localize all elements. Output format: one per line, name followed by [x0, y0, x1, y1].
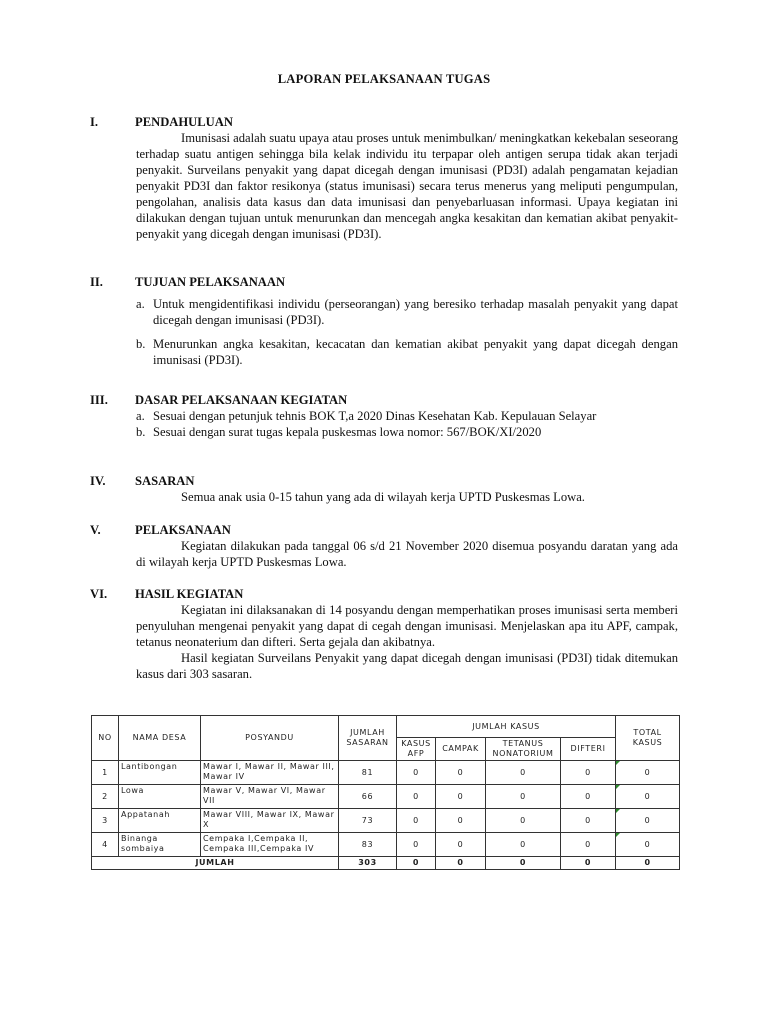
cell-afp: 0 [397, 761, 436, 785]
cell-jumlah-label: JUMLAH [92, 857, 339, 870]
header-posyandu: POSYANDU [201, 716, 339, 761]
cell-campak: 0 [436, 809, 486, 833]
section-paragraph: Imunisasi adalah suatu upaya atau proses untuk menimbulkan/ meningkatkan kekebalan seseorang terhadap suatu antigen sehingga bila kelak individu itu terpapar oleh antigen serupa tidak akan terjadi penyakit. Surveilans penyakit yang dapat dicegah dengan imunisasi (PD3I) adalah pengamatan kejadian penyakit PD3I dan faktor resikonya (status imunisasi) secara terus menerus yang meliputi pengumpulan, pengolahan, analisis data kasus dan data imunisasi dan penyebarluasan informasi. Upaya kegiatan ini dilakukan dengan tujuan untuk menurunkan dan mencegah angka kesakitan dan kematian akibat penyakit-penyakit yang dicegah dengan imunisasi (PD3I). [136, 131, 678, 241]
cell-total: 0 [616, 761, 680, 785]
cell-campak: 0 [436, 761, 486, 785]
cell-difteri: 0 [561, 785, 616, 809]
list-marker: a. [136, 409, 145, 423]
list-marker: a. [136, 297, 145, 311]
section-number: IV. [90, 474, 106, 488]
section-number: III. [90, 393, 108, 407]
cell-difteri: 0 [561, 857, 616, 870]
section-paragraph: Hasil kegiatan Surveilans Penyakit yang dapat dicegah dengan imunisasi (PD3I) tidak ditemukan kasus dari 303 sasaran. [136, 651, 678, 681]
list-marker: b. [136, 337, 146, 351]
header-sasaran: JUMLAH SASARAN [339, 716, 397, 761]
cell-desa: Lantibongan [119, 761, 201, 785]
section-paragraph: Kegiatan ini dilaksanakan di 14 posyandu dengan memperhatikan proses imunisasi serta memberi penyuluhan mengenai penyakit yang dapat di cegah dengan imunisasi. Menjelaskan apa itu APF, campak, tetanus neonaterium dan difteri. Serta gejala dan akibatnya. [136, 603, 678, 649]
cell-campak: 0 [436, 857, 486, 870]
cell-difteri: 0 [561, 809, 616, 833]
cell-no: 2 [92, 785, 119, 809]
document-title: LAPORAN PELAKSANAAN TUGAS [277, 72, 491, 86]
cell-total: 0 [616, 785, 680, 809]
section-heading: TUJUAN PELAKSANAAN [135, 275, 286, 289]
section-hasil [90, 586, 678, 682]
objective-list [136, 296, 678, 368]
cell-sasaran: 81 [339, 761, 397, 785]
section-heading: HASIL KEGIATAN [135, 587, 244, 601]
header-tetanus: TETANUS NONATORIUM [486, 738, 561, 761]
list-item [136, 336, 678, 368]
section-heading: DASAR PELAKSANAAN KEGIATAN [135, 393, 348, 407]
cell-sasaran: 66 [339, 785, 397, 809]
cell-tetanus: 0 [486, 833, 561, 857]
cell-sasaran: 83 [339, 833, 397, 857]
header-jumlah-kasus: JUMLAH KASUS [397, 716, 616, 738]
header-campak: CAMPAK [436, 738, 486, 761]
cell-campak: 0 [436, 833, 486, 857]
cell-posyandu: Cempaka I,Cempaka II, Cempaka III,Cempaka IV [201, 833, 339, 857]
cell-sasaran: 73 [339, 809, 397, 833]
section-dasar [90, 392, 678, 440]
cell-campak: 0 [436, 785, 486, 809]
section-heading: PENDAHULUAN [135, 115, 233, 129]
cell-no: 1 [92, 761, 119, 785]
list-marker: b. [136, 425, 146, 439]
section-paragraph: Semua anak usia 0-15 tahun yang ada di wilayah kerja UPTD Puskesmas Lowa. [181, 490, 585, 504]
list-item [136, 424, 678, 440]
section-heading: SASARAN [135, 474, 195, 488]
list-text: Sesuai dengan petunjuk tehnis BOK T,a 2020 Dinas Kesehatan Kab. Kepulauan Selayar [153, 409, 597, 423]
cell-desa: Lowa [119, 785, 201, 809]
section-pelaksanaan [90, 522, 678, 570]
section-sasaran [90, 473, 678, 505]
table-row [92, 833, 680, 857]
results-table [91, 715, 680, 870]
cell-afp: 0 [397, 833, 436, 857]
header-afp: KASUS AFP [397, 738, 436, 761]
cell-posyandu: Mawar VIII, Mawar IX, Mawar X [201, 809, 339, 833]
table-total-row [92, 857, 680, 870]
cell-no: 4 [92, 833, 119, 857]
cell-posyandu: Mawar I, Mawar II, Mawar III, Mawar IV [201, 761, 339, 785]
table-row [92, 785, 680, 809]
header-difteri: DIFTERI [561, 738, 616, 761]
header-total: TOTAL KASUS [616, 716, 680, 761]
cell-desa: Binanga sombaiya [119, 833, 201, 857]
cell-tetanus: 0 [486, 761, 561, 785]
cell-no: 3 [92, 809, 119, 833]
cell-afp: 0 [397, 857, 436, 870]
cell-tetanus: 0 [486, 857, 561, 870]
list-item [136, 296, 678, 328]
cell-afp: 0 [397, 809, 436, 833]
section-tujuan [90, 274, 678, 368]
list-text: Untuk mengidentifikasi individu (perseorangan) yang beresiko terhadap masalah penyakit yang dapat dicegah dengan imunisasi (PD3I). [153, 297, 678, 327]
section-number: VI. [90, 587, 108, 601]
cell-total: 0 [616, 833, 680, 857]
cell-total: 0 [616, 857, 680, 870]
section-heading: PELAKSANAAN [135, 523, 231, 537]
cell-difteri: 0 [561, 761, 616, 785]
list-text: Menurunkan angka kesakitan, kecacatan dan kematian akibat penyakit yang dapat dicegah dengan imunisasi (PD3I). [153, 337, 678, 367]
section-pendahuluan [90, 114, 678, 242]
header-desa: NAMA DESA [119, 716, 201, 761]
section-number: V. [90, 523, 101, 537]
cell-desa: Appatanah [119, 809, 201, 833]
cell-sasaran: 303 [339, 857, 397, 870]
list-item [136, 408, 678, 424]
section-number: I. [90, 115, 99, 129]
cell-total: 0 [616, 809, 680, 833]
cell-posyandu: Mawar V, Mawar VI, Mawar VII [201, 785, 339, 809]
cell-difteri: 0 [561, 833, 616, 857]
header-no: NO [92, 716, 119, 761]
section-number: II. [90, 275, 103, 289]
list-text: Sesuai dengan surat tugas kepala puskesmas lowa nomor: 567/BOK/XI/2020 [153, 425, 542, 439]
table-row [92, 809, 680, 833]
basis-list [136, 408, 678, 440]
cell-afp: 0 [397, 785, 436, 809]
table-row [92, 761, 680, 785]
section-paragraph: Kegiatan dilakukan pada tanggal 06 s/d 21 November 2020 disemua posyandu daratan yang ada di wilayah kerja UPTD Puskesmas Lowa. [136, 539, 678, 569]
cell-tetanus: 0 [486, 785, 561, 809]
cell-tetanus: 0 [486, 809, 561, 833]
